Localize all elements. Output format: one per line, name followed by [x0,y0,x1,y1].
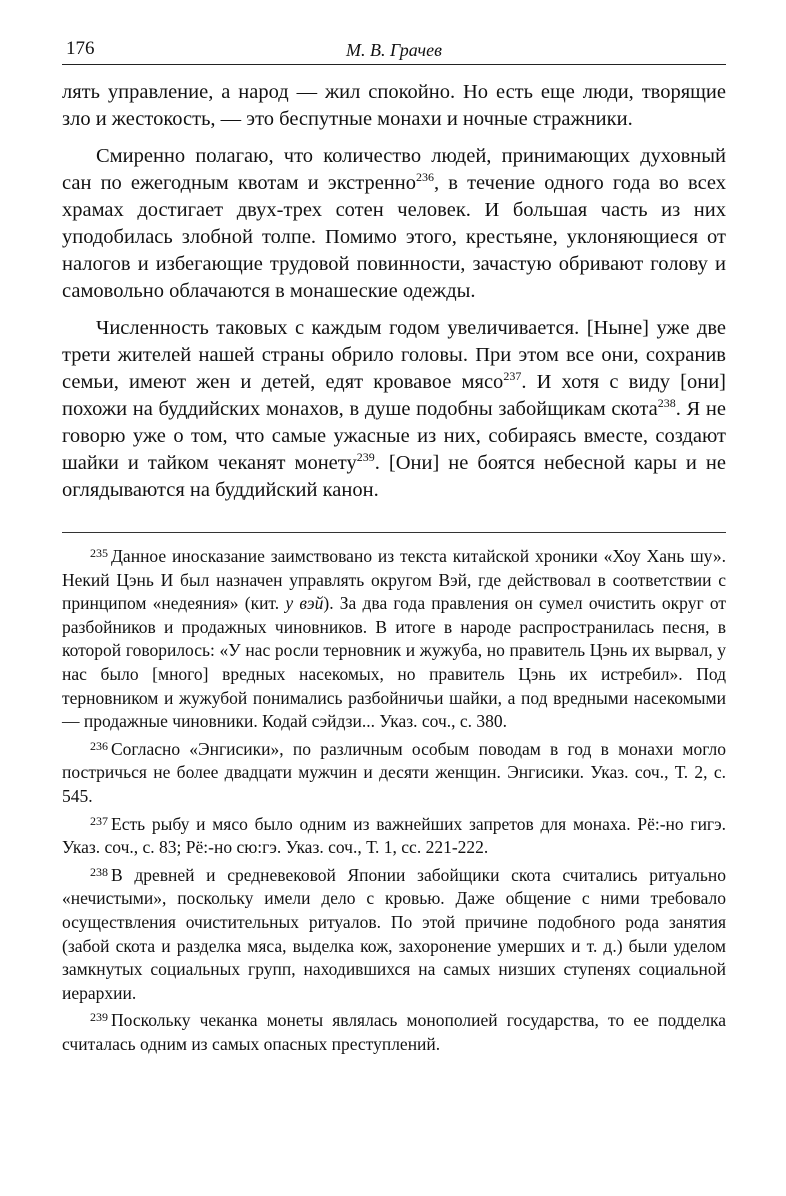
book-page [62,30,726,1060]
paragraph-2: Смиренно полагаю, что количество людей, принимающих духовный сан по ежегодным квотам и экстренно$^{236}$, в течение одного года во всех храмах достигает двух-трех сотен человек. И большая часть из них уподобилась злобной толпе. Помимо этого, крестьяне, уклоняющиеся от налогов и избегающие трудовой повинности, зачастую обривают голову и самовольно облачаются в монашеские одежды. [62,145,726,302]
main-text [62,79,726,504]
running-title: М. В. Грачев [346,40,442,60]
footnote-235: $^{235}$ Данное иносказание заимствовано из текста китайской хроники «Хоу Хань шу». Некий Цэнь И был назначен управлять округом Вэй, где действовал в соответствии с принципом «недеяния» (кит. у вэй). За два года правления он сумел очистить округ от разбойников и продажных чиновников. В итоге в народе распространилась песня, в которой говорилось: «У нас росли терновник и жужуба, но правитель Цэнь их вырвал, у нас было [много] вредных насекомых, но правитель Цэнь их истребил». Под терновником и жужубой понимались разбойничьи шайки, а под вредными насекомыми — продажные чиновники. Кодай сэйдзи... Указ. соч., с. 380. [62,546,726,732]
running-header [62,30,726,65]
footnotes [62,545,726,1056]
footnote-239: $^{239}$ Поскольку чеканка монеты являлась монополией государства, то ее подделка считалась одним из самых опасных преступлений. [62,1010,726,1054]
footnote-ref-237: 237 [503,369,522,383]
paragraph-3: Численность таковых с каждым годом увеличивается. [Ныне] уже две трети жителей нашей страны обрило головы. При этом все они, сохранив семьи, имеют жен и детей, едят кровавое мясо$^{237}$. И хотя с виду [они] похожи на буддийских монахов, в душе подобны забойщикам скота$^{238}$. Я не говорю уже о том, что самые ужасные из них, собираясь вместе, создают шайки и тайком чеканят монету$^{239}$. [Они] не боятся небесной кары и не оглядываются на буддийский канон. [62,317,726,501]
footnote-237: $^{237}$ Есть рыбу и мясо было одним из важнейших запретов для монаха. Рё:-но гигэ. Указ. соч., с. 83; Рё:-но сю:гэ. Указ. соч., Т. 1, сс. 221-222. [62,813,726,858]
footnote-236: $^{236}$ Согласно «Энгисики», по различным особым поводам в год в монахи могло постричься не более двадцати мужчин и десяти женщин. Энгисики. Указ. соч., Т. 2, с. 545. [62,738,726,806]
page-number: 176 [66,38,95,59]
footnote-divider [62,532,726,533]
footnote-238: $^{238}$ В древней и средневековой Японии забойщики скота считались ритуально «нечистыми», поскольку имели дело с кровью. Даже общение с ними требовало осуществления очистительных ритуалов. По этой причине подобного рода занятия (забой скота и разделка мяса, выделка кож, захоронение умерших и т. д.) были уделом замкнутых социальных групп, находившихся на самых низших ступенях социальной иерархии. [62,864,726,1003]
paragraph-1: лять управление, а народ — жил спокойно. Но есть еще люди, творящие зло и жестокость, — это беспутные монахи и ночные стражники. [62,81,726,130]
footnote-ref-239: 239 [356,450,375,464]
footnote-ref-238: 238 [657,396,676,410]
footnote-ref-236: 236 [416,170,434,184]
